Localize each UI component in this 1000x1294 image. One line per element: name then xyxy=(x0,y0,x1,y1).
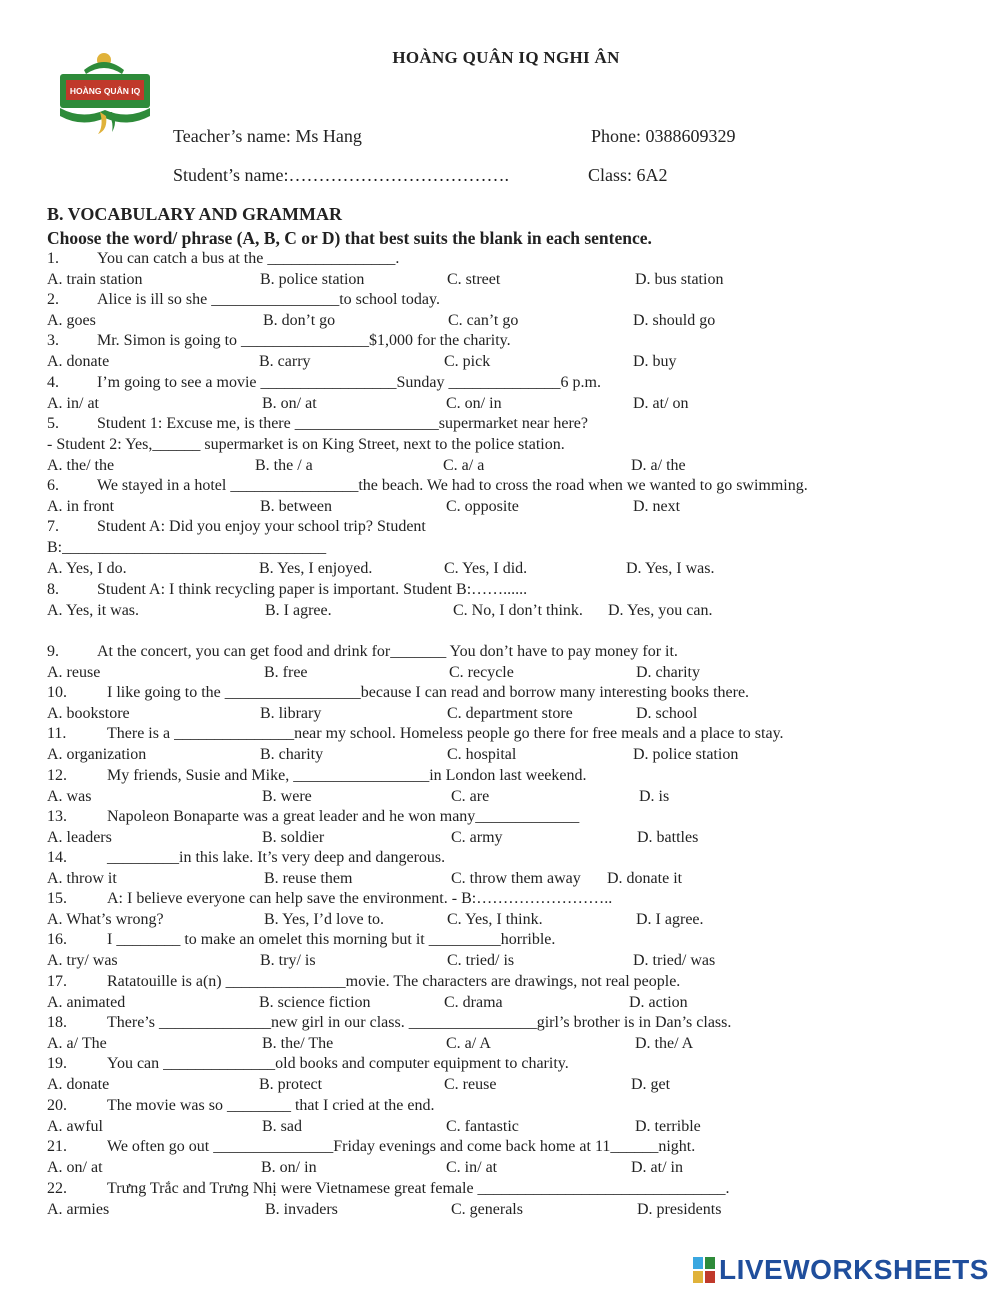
teacher-name: Teacher’s name: Ms Hang xyxy=(173,126,362,146)
instructions: Choose the word/ phrase (A, B, C or D) that best suits the blank in each sentence. xyxy=(47,228,652,248)
answer-option-b[interactable]: B. reuse them xyxy=(264,870,353,887)
question-number: 11. xyxy=(47,725,67,742)
school-logo xyxy=(54,50,156,138)
answer-option-d[interactable]: D. terrible xyxy=(635,1118,701,1135)
answer-option-d[interactable]: D. presidents xyxy=(637,1201,722,1218)
question-text: There’s ______________new girl in our class. ________________girl’s brother is in Dan’s class. xyxy=(107,1014,732,1031)
answer-option-a[interactable]: A. goes xyxy=(47,312,96,329)
answer-option-c[interactable]: C. on/ in xyxy=(446,395,502,412)
class-label: Class: 6A2 xyxy=(588,165,668,185)
answer-option-a[interactable]: A. reuse xyxy=(47,664,101,681)
answer-option-d[interactable]: D. school xyxy=(636,705,698,722)
answer-option-a[interactable]: A. a/ The xyxy=(47,1035,107,1052)
answer-option-d[interactable]: D. a/ the xyxy=(631,457,686,474)
answer-option-d[interactable]: D. I agree. xyxy=(636,911,704,928)
question-number: 14. xyxy=(47,849,67,866)
answer-option-d[interactable]: D. police station xyxy=(633,746,739,763)
answer-option-d[interactable]: D. is xyxy=(639,788,670,805)
question-number: 3. xyxy=(47,332,59,349)
question-number: 2. xyxy=(47,291,59,308)
answer-option-d[interactable]: D. next xyxy=(633,498,681,515)
answer-option-a[interactable]: A. Yes, I do. xyxy=(47,560,127,577)
answer-option-c[interactable]: C. reuse xyxy=(444,1076,497,1093)
section-title: B. VOCABULARY AND GRAMMAR xyxy=(47,204,343,224)
answer-option-a[interactable]: A. in front xyxy=(47,498,115,515)
answer-option-c[interactable]: C. in/ at xyxy=(446,1159,498,1176)
answer-option-a[interactable]: A. organization xyxy=(47,746,147,763)
question-text: We often go out _______________Friday evenings and come back home at 11______night. xyxy=(107,1138,696,1155)
answer-option-d[interactable]: D. at/ in xyxy=(631,1159,683,1176)
brand-text: LIVEWORKSHEETS xyxy=(719,1254,989,1285)
question-text: _________in this lake. It’s very deep and dangerous. xyxy=(107,849,446,866)
question-text: I’m going to see a movie _________________Sunday ______________6 p.m. xyxy=(97,374,601,391)
liveworksheets-brand xyxy=(693,1254,989,1286)
answer-option-c[interactable]: C. street xyxy=(447,271,501,288)
answer-option-b[interactable]: B. sad xyxy=(262,1118,302,1135)
question-text: I ________ to make an omelet this morning but it _________horrible. xyxy=(107,931,556,948)
question-number: 5. xyxy=(47,415,59,432)
answer-option-d[interactable]: D. Yes, I was. xyxy=(626,560,715,577)
answer-option-b[interactable]: B. on/ in xyxy=(261,1159,317,1176)
question-text: Alice is ill so she ________________to school today. xyxy=(97,291,440,308)
question-number: 16. xyxy=(47,931,67,948)
question-number: 13. xyxy=(47,808,67,825)
answer-option-a[interactable]: A. try/ was xyxy=(47,952,118,969)
question-number: 22. xyxy=(47,1180,67,1197)
answer-option-a[interactable]: A. in/ at xyxy=(47,395,99,412)
question-number: 10. xyxy=(47,684,67,701)
question-number: 4. xyxy=(47,374,59,391)
question-text: Student 1: Excuse me, is there __________________supermarket near here? xyxy=(97,415,588,432)
question-text: At the concert, you can get food and drink for_______ You don’t have to pay money for it. xyxy=(97,643,678,660)
answer-option-a[interactable]: A. throw it xyxy=(47,870,117,887)
answer-option-b[interactable]: B. protect xyxy=(259,1076,323,1093)
answer-option-c[interactable]: C. Yes, I did. xyxy=(444,560,528,577)
answer-option-b[interactable]: B. I agree. xyxy=(265,602,332,619)
answer-option-a[interactable]: A. armies xyxy=(47,1201,110,1218)
question-number: 19. xyxy=(47,1055,67,1072)
question-number: 20. xyxy=(47,1097,67,1114)
answer-option-a[interactable]: A. on/ at xyxy=(47,1159,103,1176)
question-number: 18. xyxy=(47,1014,67,1031)
answer-option-c[interactable]: C. department store xyxy=(447,705,573,722)
answer-option-c[interactable]: C. throw them away xyxy=(451,870,581,887)
answer-option-a[interactable]: A. was xyxy=(47,788,92,805)
answer-option-b[interactable]: B. try/ is xyxy=(260,952,316,969)
answer-option-d[interactable]: D. action xyxy=(629,994,688,1011)
question-text: My friends, Susie and Mike, _________________in London last weekend. xyxy=(107,767,587,784)
answer-option-b[interactable]: B. science fiction xyxy=(259,994,371,1011)
answer-option-c[interactable]: C. hospital xyxy=(447,746,517,763)
answer-option-b[interactable]: B. free xyxy=(264,664,308,681)
question-text: We stayed in a hotel ________________the beach. We had to cross the road when we wanted to go swimming. xyxy=(97,477,808,494)
answer-option-a[interactable]: A. bookstore xyxy=(47,705,130,722)
answer-option-a[interactable]: A. leaders xyxy=(47,829,112,846)
answer-option-b[interactable]: B. library xyxy=(260,705,322,722)
answer-option-d[interactable]: D. Yes, you can. xyxy=(608,602,713,619)
answer-option-a[interactable]: A. train station xyxy=(47,271,143,288)
answer-option-c[interactable]: C. are xyxy=(451,788,490,805)
answer-option-b[interactable]: B. the/ The xyxy=(262,1035,334,1052)
question-number: 9. xyxy=(47,643,59,660)
answer-option-b[interactable]: B. between xyxy=(260,498,332,515)
answer-option-b[interactable]: B. don’t go xyxy=(263,312,336,329)
answer-option-b[interactable]: B. invaders xyxy=(265,1201,338,1218)
question-text-line2: - Student 2: Yes,______ supermarket is on King Street, next to the police station. xyxy=(47,436,565,453)
answer-option-d[interactable]: D. charity xyxy=(636,664,700,681)
answer-option-b[interactable]: B. carry xyxy=(259,353,311,370)
question-number: 12. xyxy=(47,767,67,784)
answer-option-c[interactable]: C. can’t go xyxy=(448,312,519,329)
question-text: Ratatouille is a(n) _______________movie. The characters are drawings, not real people. xyxy=(107,973,681,990)
answer-option-c[interactable]: C. generals xyxy=(451,1201,523,1218)
answer-option-d[interactable]: D. should go xyxy=(633,312,716,329)
answer-option-a[interactable]: A. Yes, it was. xyxy=(47,602,140,619)
question-text: The movie was so ________ that I cried at the end. xyxy=(107,1097,435,1114)
answer-option-a[interactable]: A. What’s wrong? xyxy=(47,911,164,928)
answer-option-d[interactable]: D. bus station xyxy=(635,271,724,288)
question-number: 21. xyxy=(47,1138,67,1155)
answer-option-b[interactable]: B. were xyxy=(262,788,312,805)
answer-option-d[interactable]: D. tried/ was xyxy=(633,952,716,969)
answer-option-d[interactable]: D. the/ A xyxy=(635,1035,694,1052)
answer-option-c[interactable]: C. a/ a xyxy=(443,457,485,474)
answer-option-d[interactable]: D. get xyxy=(631,1076,671,1093)
question-number: 8. xyxy=(47,581,59,598)
answer-option-c[interactable]: C. opposite xyxy=(446,498,519,515)
answer-option-a[interactable]: A. animated xyxy=(47,994,126,1011)
answer-option-c[interactable]: C. army xyxy=(451,829,503,846)
answer-option-c[interactable]: C. tried/ is xyxy=(447,952,515,969)
question-number: 17. xyxy=(47,973,67,990)
answer-option-a[interactable]: A. donate xyxy=(47,353,110,370)
answer-option-b[interactable]: B. on/ at xyxy=(262,395,317,412)
answer-option-c[interactable]: C. drama xyxy=(444,994,503,1011)
answer-option-b[interactable]: B. police station xyxy=(260,271,365,288)
question-text: Trưng Trắc and Trưng Nhị were Vietnamese great female _______________________________. xyxy=(107,1180,730,1197)
answer-option-b[interactable]: B. Yes, I’d love to. xyxy=(264,911,385,928)
answer-option-d[interactable]: D. at/ on xyxy=(633,395,689,412)
question-number: 15. xyxy=(47,890,67,907)
answer-option-b[interactable]: B. charity xyxy=(260,746,324,763)
answer-option-a[interactable]: A. the/ the xyxy=(47,457,115,474)
answer-option-c[interactable]: C. No, I don’t think. xyxy=(453,602,583,619)
logo-text: HOÀNG QUÂN IQ xyxy=(69,86,141,96)
answer-option-c[interactable]: C. fantastic xyxy=(446,1118,519,1135)
answer-option-c[interactable]: C. pick xyxy=(444,353,491,370)
question-text: You can catch a bus at the ________________. xyxy=(97,250,400,267)
answer-option-b[interactable]: B. the / a xyxy=(255,457,313,474)
question-text: You can ______________old books and computer equipment to charity. xyxy=(107,1055,569,1072)
liveworksheets-logo-icon xyxy=(693,1257,715,1283)
answer-option-d[interactable]: D. buy xyxy=(633,353,677,370)
answer-option-d[interactable]: D. battles xyxy=(637,829,699,846)
question-text-line2: B:_________________________________ xyxy=(47,539,327,556)
answer-option-c[interactable]: C. recycle xyxy=(449,664,514,681)
answer-option-c[interactable]: C. a/ A xyxy=(446,1035,491,1052)
page-title: HOÀNG QUÂN IQ NGHI ÂN xyxy=(392,48,620,67)
question-number: 6. xyxy=(47,477,59,494)
question-text: There is a _______________near my school. Homeless people go there for free meals and a place to stay. xyxy=(107,725,784,742)
answer-option-c[interactable]: C. Yes, I think. xyxy=(447,911,543,928)
answer-option-a[interactable]: A. awful xyxy=(47,1118,103,1135)
question-text: Napoleon Bonaparte was a great leader and he won many_____________ xyxy=(107,808,580,825)
question-text: Student A: I think recycling paper is important. Student B:……...... xyxy=(97,581,528,598)
question-text: Mr. Simon is going to ________________$1,000 for the charity. xyxy=(97,332,511,349)
question-text: I like going to the _________________because I can read and borrow many interesting books there. xyxy=(107,684,750,701)
answer-option-b[interactable]: B. soldier xyxy=(262,829,325,846)
question-number: 7. xyxy=(47,518,59,535)
question-text: Student A: Did you enjoy your school trip? Student xyxy=(97,518,426,535)
student-name-field[interactable]: Student’s name:………………………………. xyxy=(173,165,509,185)
phone: Phone: 0388609329 xyxy=(591,126,736,146)
answer-option-a[interactable]: A. donate xyxy=(47,1076,110,1093)
question-number: 1. xyxy=(47,250,59,267)
question-text: A: I believe everyone can help save the environment. - B:…………………….. xyxy=(107,890,613,907)
answer-option-d[interactable]: D. donate it xyxy=(607,870,683,887)
answer-option-b[interactable]: B. Yes, I enjoyed. xyxy=(259,560,373,577)
